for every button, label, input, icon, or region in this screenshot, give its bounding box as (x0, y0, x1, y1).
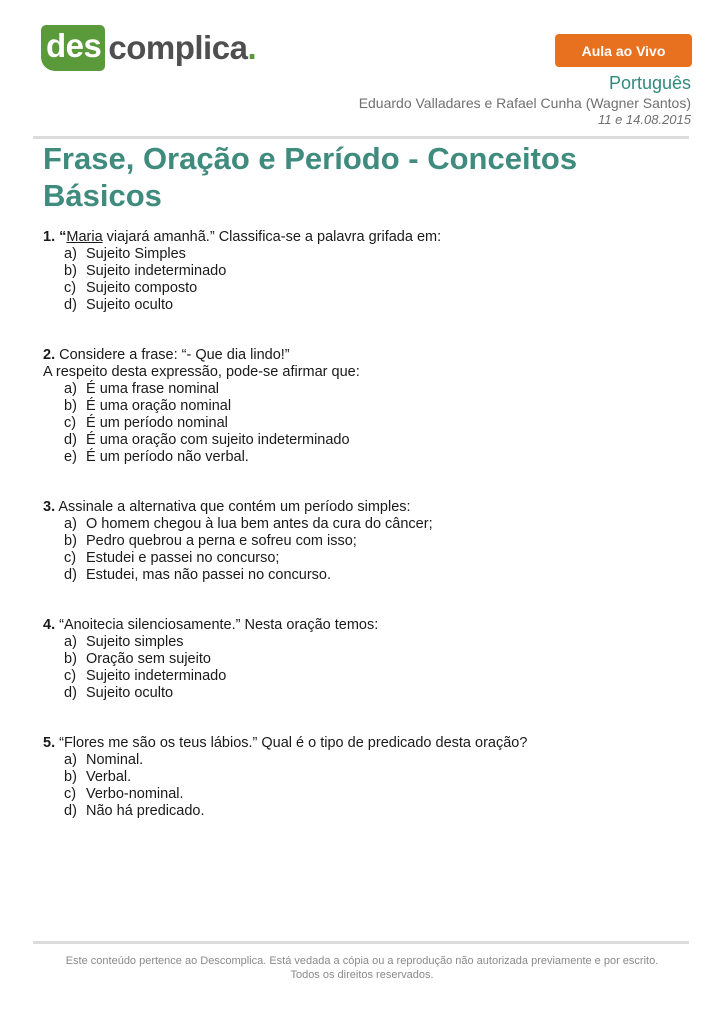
question-4 (43, 617, 683, 702)
option-letter: c) (64, 415, 77, 431)
option-list (43, 381, 683, 466)
option-text: É uma oração com sujeito indeterminado (86, 432, 350, 448)
option-text: Oração sem sujeito (86, 651, 211, 667)
option-letter: a) (64, 634, 77, 650)
option-item (64, 516, 683, 533)
option-text: Pedro quebrou a perna e sofreu com isso; (86, 533, 357, 549)
option-item (64, 432, 683, 449)
option-list (43, 516, 683, 584)
logo-text: complica (108, 29, 248, 66)
question-stem (43, 229, 683, 246)
option-list (43, 752, 683, 820)
option-item (64, 567, 683, 584)
option-text: Sujeito oculto (86, 685, 174, 701)
question-number: 3. (43, 499, 56, 515)
date-label: 11 e 14.08.2015 (597, 112, 691, 127)
option-letter: c) (64, 786, 77, 802)
question-stem (43, 499, 683, 516)
option-item (64, 381, 683, 398)
option-text: Sujeito composto (86, 280, 198, 296)
question-number: 1. (43, 229, 56, 245)
option-letter: a) (64, 381, 77, 397)
option-item (64, 668, 683, 685)
option-item (64, 550, 683, 567)
option-item (64, 246, 683, 263)
option-letter: b) (64, 769, 77, 785)
option-text: Sujeito oculto (86, 297, 174, 313)
underlined-word: Maria (66, 229, 103, 245)
question-stem-2: A respeito desta expressão, pode-se afirmar que: (43, 364, 360, 380)
option-letter: c) (64, 550, 77, 566)
question-3 (43, 499, 683, 584)
footer-line-1: Este conteúdo pertence ao Descomplica. Está vedada a cópia ou a reprodução não autorizada previamente e por escrito. (65, 955, 659, 967)
question-stem-text: Assinale a alternativa que contém um período simples: (55, 499, 411, 515)
question-number: 4. (43, 617, 56, 633)
question-5 (43, 735, 683, 820)
question-1 (43, 229, 683, 314)
option-letter: a) (64, 516, 77, 532)
question-stem (43, 617, 683, 634)
question-stem-rest: viajará amanhã.” Classifica-se a palavra grifada em: (102, 229, 442, 245)
question-number: 5. (43, 735, 56, 751)
footer-line-2: Todos os direitos reservados. (290, 969, 434, 981)
option-text: É um período nominal (86, 415, 228, 431)
question-number: 2. (43, 347, 56, 363)
option-letter: b) (64, 651, 77, 667)
option-letter: c) (64, 668, 77, 684)
option-item (64, 398, 683, 415)
question-stem (43, 735, 683, 752)
option-text: Não há predicado. (86, 803, 205, 819)
header-divider (33, 136, 689, 139)
option-letter: d) (64, 567, 77, 583)
option-item (64, 769, 683, 786)
option-letter: d) (64, 432, 77, 448)
descomplica-logo (41, 25, 257, 71)
option-letter: d) (64, 803, 77, 819)
option-letter: b) (64, 398, 77, 414)
option-item (64, 280, 683, 297)
option-text: É uma oração nominal (86, 398, 232, 414)
logo-dot: . (247, 29, 257, 66)
option-item (64, 685, 683, 702)
option-item (64, 415, 683, 432)
option-item (64, 752, 683, 769)
option-text: Estudei e passei no concurso; (86, 550, 280, 566)
option-letter: a) (64, 752, 77, 768)
page-title: Frase, Oração e Período - Conceitos Básicos (43, 141, 578, 213)
option-letter: a) (64, 246, 77, 262)
option-text: Verbal. (86, 769, 132, 785)
option-item (64, 263, 683, 280)
question-stem (43, 347, 683, 364)
teachers-label: Eduardo Valladares e Rafael Cunha (Wagner Santos) (358, 95, 691, 111)
open-quote: “ (59, 229, 67, 245)
option-text: É um período não verbal. (86, 449, 249, 465)
footer-divider (33, 941, 689, 944)
option-letter: d) (64, 297, 77, 313)
option-letter: c) (64, 280, 77, 296)
option-text: Sujeito Simples (86, 246, 186, 262)
option-text: Sujeito simples (86, 634, 184, 650)
question-stem-text: Considere a frase: “- Que dia lindo!” (55, 347, 290, 363)
option-text: Sujeito indeterminado (86, 263, 227, 279)
option-list (43, 634, 683, 702)
option-item (64, 533, 683, 550)
option-letter: b) (64, 263, 77, 279)
option-text: O homem chegou à lua bem antes da cura do câncer; (86, 516, 433, 532)
logo-box: des (41, 25, 105, 71)
option-letter: d) (64, 685, 77, 701)
question-stem-text: “Anoitecia silenciosamente.” Nesta oração temos: (55, 617, 379, 633)
option-text: Estudei, mas não passei no concurso. (86, 567, 332, 583)
option-letter: b) (64, 533, 77, 549)
option-item (64, 297, 683, 314)
subject-label: Português (608, 73, 691, 93)
option-list (43, 246, 683, 314)
option-item (64, 634, 683, 651)
option-item (64, 651, 683, 668)
option-item (64, 449, 683, 466)
question-list (43, 229, 683, 853)
option-text: Sujeito indeterminado (86, 668, 227, 684)
footer (0, 954, 724, 982)
aula-ao-vivo-button[interactable]: Aula ao Vivo (555, 34, 692, 67)
option-item (64, 803, 683, 820)
option-item (64, 786, 683, 803)
option-text: É uma frase nominal (86, 381, 219, 397)
option-text: Nominal. (86, 752, 144, 768)
question-2 (43, 347, 683, 466)
option-text: Verbo-nominal. (86, 786, 184, 802)
option-letter: e) (64, 449, 77, 465)
question-stem-text: “Flores me são os teus lábios.” Qual é o tipo de predicado desta oração? (55, 735, 528, 751)
